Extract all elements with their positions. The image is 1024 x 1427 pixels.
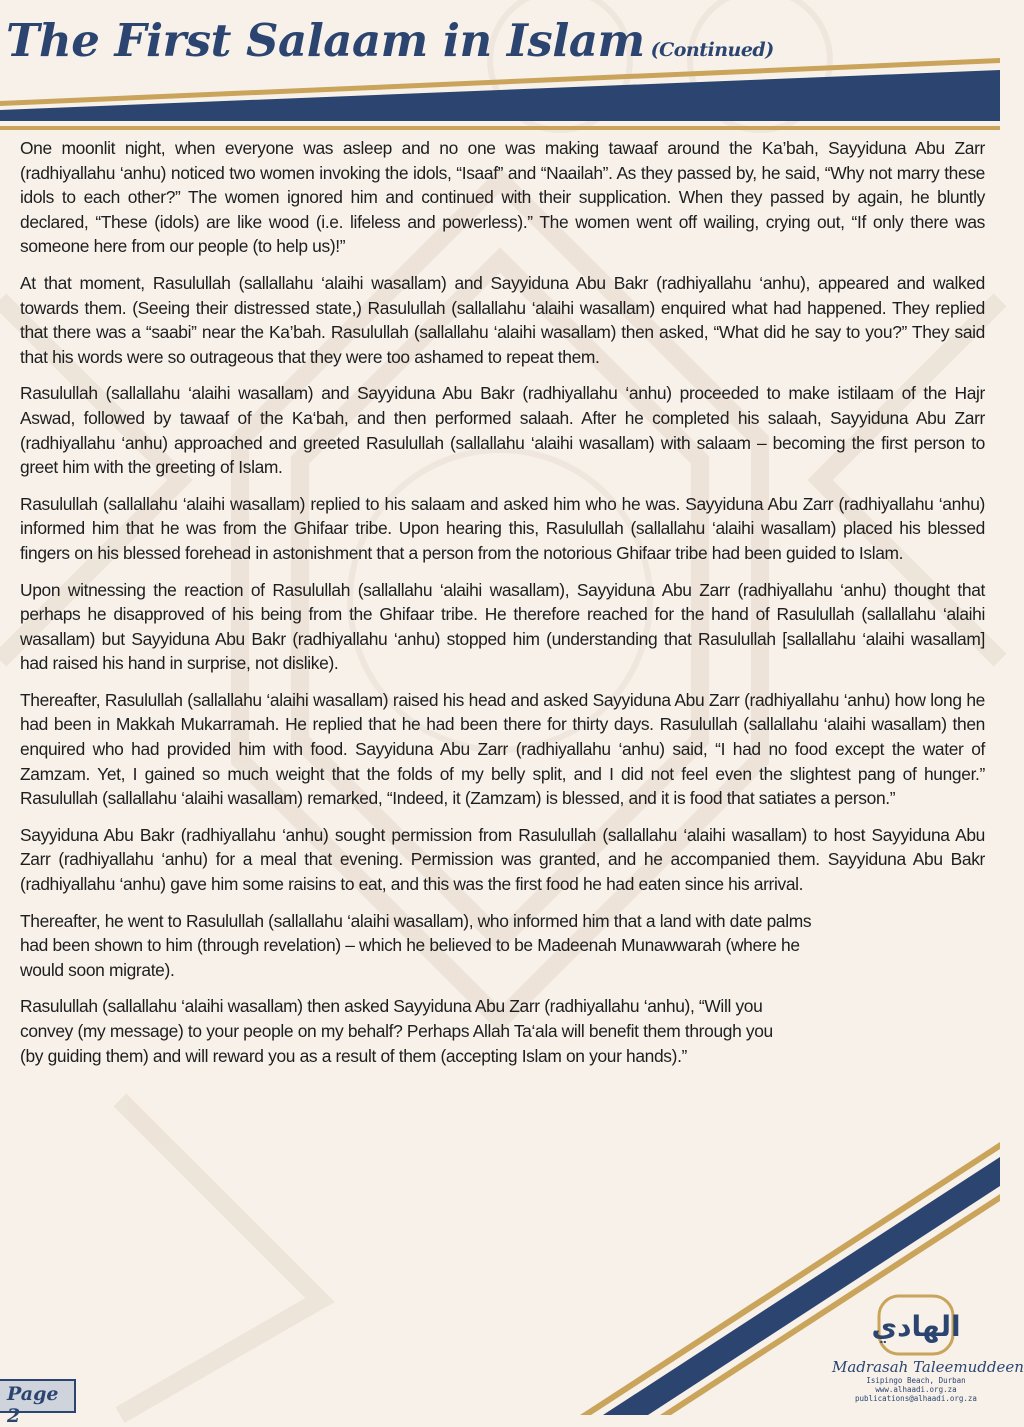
logo-arabic-text: الهادي: [871, 1310, 961, 1343]
madrasah-logo: [832, 1290, 1024, 1403]
logo-location: Isipingo Beach, Durban: [866, 1376, 966, 1385]
page-number-badge: [0, 1379, 76, 1427]
paragraph: One moonlit night, when everyone was asleep and no one was making tawaaf around the Ka’bah, Sayyiduna Abu Zarr (radhiyallahu ‘anhu) noticed two women invoking the idols, “Isaaf” and “Naailah”. As they passed by, he said, “Why not marry these idols to each other?” The women ignored him and continued with their supplication. When they passed by again, he bluntly declared, “These (idols) are like wood (i.e. lifeless and powerless).” The women went off wailing, crying out, “If only there was someone here from our people (to help us)!”: [20, 138, 985, 257]
paragraph: Thereafter, Rasulullah (sallallahu ‘alaihi wasallam) raised his head and asked Sayyiduna Abu Zarr (radhiyallahu ‘anhu) how long he had been in Makkah Mukarramah. He replied that he had been there for thirty days. Rasulullah (sallallahu ‘alaihi wasallam) then enquired who had provided him with food. Sayyiduna Abu Zarr (radhiyallahu ‘anhu) said, “I had no food except the water of Zamzam. Yet, I gained so much weight that the folds of my belly split, and I did not feel even the slightest pang of hunger.” Rasulullah (sallallahu ‘alaihi wasallam) remarked, “Indeed, it (Zamzam) is blessed, and it is food that satiates a person.”: [20, 689, 985, 809]
paragraph: At that moment, Rasulullah (sallallahu ‘alaihi wasallam) and Sayyiduna Abu Bakr (radhiyallahu ‘anhu), appeared and walked towards them. (Seeing their distressed state,) Rasulullah (sallallahu ‘alaihi wasallam) enquired what had happened. They replied that there was a “saabi” near the Ka’bah. Rasulullah (sallallahu ‘alaihi wasallam) then asked, “What did he say to you?” They said that his words were so outrageous that they were too ashamed to repeat them.: [20, 272, 985, 367]
paragraph: Sayyiduna Abu Bakr (radhiyallahu ‘anhu) sought permission from Rasulullah (sallallahu ‘alaihi wasallam) to host Sayyiduna Abu Zarr (radhiyallahu ‘anhu) for a meal that evening. Permission was granted, and he accompanied them. Sayyiduna Abu Bakr (radhiyallahu ‘anhu) gave him some raisins to eat, and this was the first food he had eaten since his arrival.: [20, 824, 985, 895]
paragraph: Rasulullah (sallallahu ‘alaihi wasallam) replied to his salaam and asked him who he was. Sayyiduna Abu Zarr (radhiyallahu ‘anhu) informed him that he was from the Ghifaar tribe. Upon hearing this, Rasulullah (sallallahu ‘alaihi wasallam) placed his blessed fingers on his blessed forehead in astonishment that a person from the notorious Ghifaar tribe had been guided to Islam.: [20, 493, 985, 563]
paragraph: Thereafter, he went to Rasulullah (sallallahu ‘alaihi wasallam), who informed him that a land with date palms had been shown to him (through revelation) – which he believed to be Madeenah Munawwarah (where he would soon migrate).: [20, 910, 812, 980]
article-body: [20, 136, 985, 1080]
title-continued: (Continued): [650, 39, 774, 61]
logo-name: Madrasah Taleemuddeen: [832, 1358, 1024, 1376]
header-gold-rule: [0, 126, 1000, 130]
page-number: Page 2: [7, 1383, 59, 1427]
logo-website: www.alhaadi.org.za: [875, 1385, 957, 1394]
page-title: [6, 14, 774, 67]
title-main: The First Salaam in Islam: [6, 14, 645, 67]
paragraph: Rasulullah (sallallahu ‘alaihi wasallam) and Sayyiduna Abu Bakr (radhiyallahu ‘anhu) proceeded to make istilaam of the Hajr Aswad, followed by tawaaf of the Ka‘bah, and then performed salaah. After he completed his salaah, Sayyiduna Abu Zarr (radhiyallahu ‘anhu) approached and greeted Rasulullah (sallallahu ‘alaihi wasallam) with salaam – becoming the first person to greet him with the greeting of Islam.: [20, 383, 985, 478]
logo-email: publications@alhaadi.org.za: [855, 1394, 977, 1403]
alhaadi-calligraphy-logo: [873, 1290, 959, 1360]
paragraph: Upon witnessing the reaction of Rasulullah (sallallahu ‘alaihi wasallam), Sayyiduna Abu Zarr (radhiyallahu ‘anhu) thought that perhaps he disapproved of his being from the Ghifaar tribe. He therefore reached for the hand of Rasulullah (sallallahu ‘alaihi wasallam) but Sayyiduna Abu Bakr (radhiyallahu ‘anhu) stopped him (understanding that Rasulullah [sallallahu ‘alaihi wasallam] had raised his hand in surprise, not dislike).: [20, 579, 985, 674]
paragraph: Rasulullah (sallallahu ‘alaihi wasallam) then asked Sayyiduna Abu Zarr (radhiyallahu ‘anhu), “Will you convey (my message) to your people on my behalf? Perhaps Allah Ta‘ala will benefit them through you (by guiding them) and will reward you as a result of them (accepting Islam on your hands).”: [20, 996, 773, 1066]
